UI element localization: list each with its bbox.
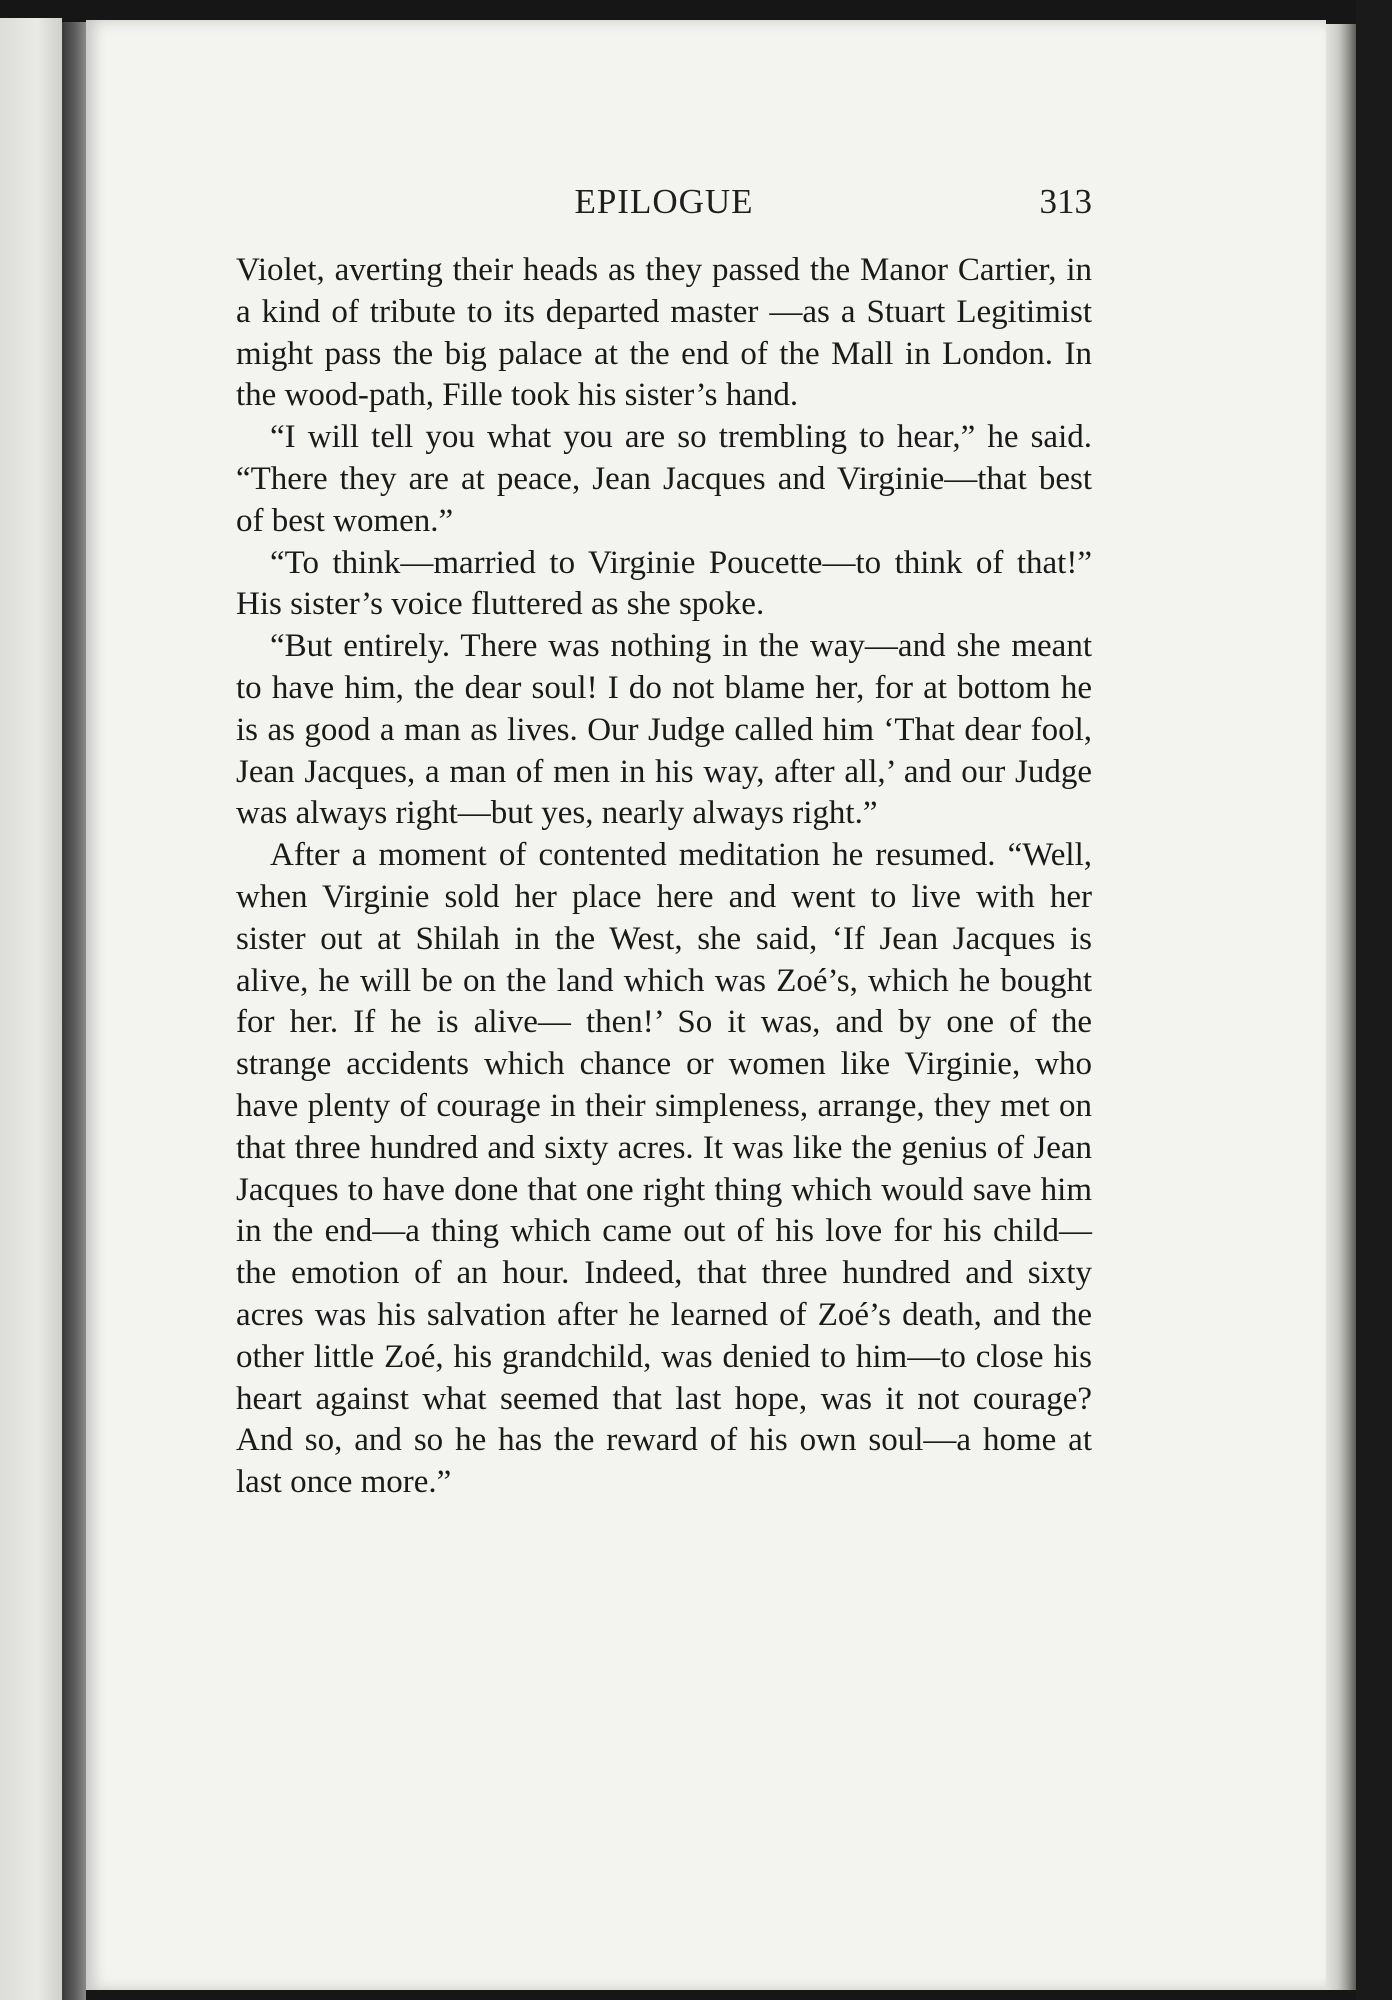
page-header [236,182,1092,232]
page-fore-edge [1326,24,1356,1990]
book-gutter [62,22,86,2000]
paragraph: Violet, averting their heads as they passed the Manor Cartier, in a kind of tribute to its departed master —as a Stuart Legitimist might pass the big palace at the end of the Mall in London. In the wood-path, Fille took his sister’s hand. [236,252,1092,414]
paragraph: After a moment of contented meditation he resumed. “Well, when Virginie sold her place here and went to live with her sister out at Shilah in the West, she said, ‘If Jean Jacques is alive, he will be on the land which was Zoé’s, which he bought for her. If he is alive— then!’ So it was, and by one of the strange accidents which chance or women like Virginie, who have plenty of courage in their simpleness, arrange, they met on that three hundred and sixty acres. It was like the genius of Jean Jacques to have done that one right thing which would save him in the end—a thing which came out of his love for his child—the emotion of an hour. Indeed, that three hundred and sixty acres was his salvation after he learned of Zoé’s death, and the other little Zoé, his grandchild, was denied to him—to close his heart against what seemed that last hope, was it not courage? And so, and so he has the reward of his own soul—a home at last once more.” [236,837,1092,1501]
page-number: 313 [1039,182,1092,221]
scan-background [1356,0,1392,2000]
paragraph: “To think—married to Virginie Poucette—to think of that!” His sister’s voice fluttered as she spoke. [236,544,1092,623]
paragraph: “But entirely. There was nothing in the way—and she meant to have him, the dear soul! I do not blame her, for at bottom he is as good a man as lives. Our Judge called him ‘That dear fool, Jean Jacques, a man of men in his way, after all,’ and our Judge was always right—but yes, nearly always right.” [236,628,1092,832]
paragraph: “I will tell you what you are so trembling to hear,” he said. “There they are at peace, Jean Jacques and Virginie—that best of best women.” [236,419,1092,539]
facing-page-edge [0,18,62,2000]
body-text [236,250,1092,1504]
running-head: EPILOGUE [574,182,754,221]
